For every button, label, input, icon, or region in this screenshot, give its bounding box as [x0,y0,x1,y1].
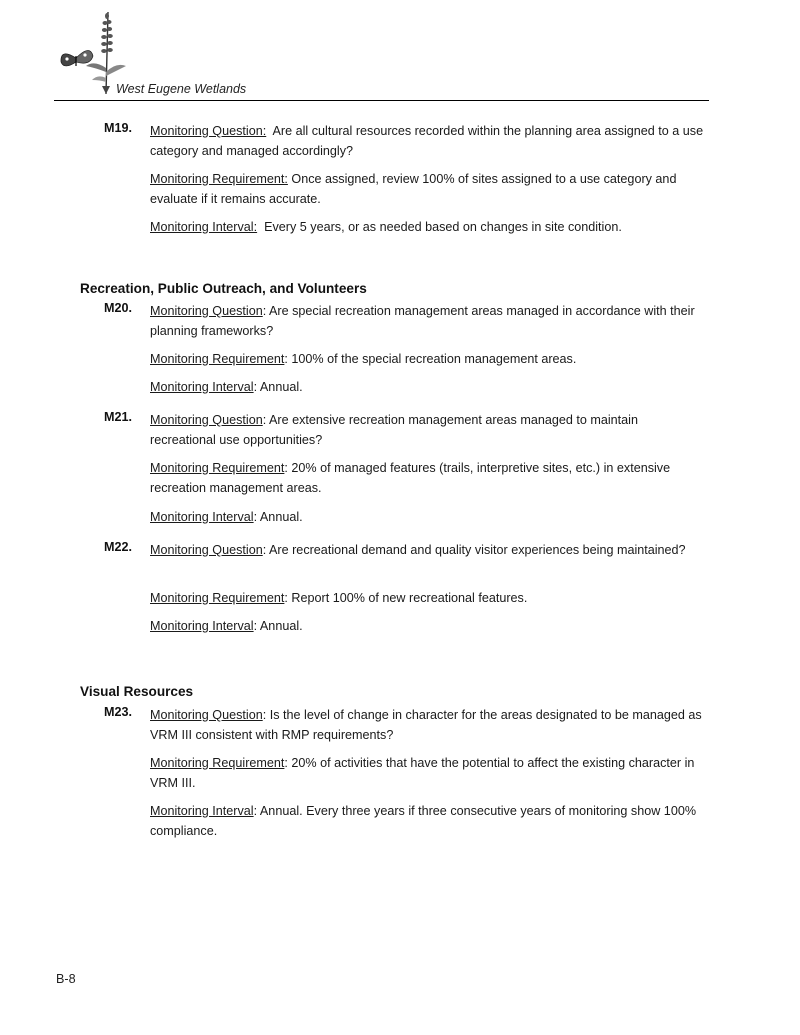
monitoring-question [150,705,705,745]
monitoring-interval [150,616,705,636]
requirement-text: : 20% of activities that have the potential to affect the existing character in VRM III. [150,756,695,790]
requirement-text: : 20% of managed features (trails, interpretive sites, etc.) in extensive recreation management areas. [150,461,671,495]
monitoring-interval [150,507,705,527]
interval-text: : Annual. Every three years if three consecutive years of monitoring show 100% compliance. [150,804,697,838]
monitoring-requirement [150,753,705,793]
question-text: : Are extensive recreation management areas managed to maintain recreational use opportunities? [150,413,638,447]
interval-label: Monitoring Interval: [150,220,258,234]
monitoring-requirement [150,169,705,209]
item-id: M21. [104,410,132,424]
interval-label: Monitoring Interval [150,380,254,394]
monitoring-question [150,121,705,161]
interval-text: : Annual. [253,510,303,524]
question-label: Monitoring Question: [150,124,267,138]
interval-label: Monitoring Interval [150,619,254,633]
monitoring-requirement [150,349,705,369]
question-text: : Are recreational demand and quality visitor experiences being maintained? [262,543,686,557]
interval-label: Monitoring Interval [150,804,254,818]
interval-text: Every 5 years, or as needed based on changes in site condition. [264,220,622,234]
monitoring-interval [150,801,705,841]
question-label: Monitoring Question [150,708,263,722]
header-title: West Eugene Wetlands [116,82,247,96]
item-id: M22. [104,540,132,554]
requirement-label: Monitoring Requirement [150,591,285,605]
question-text: : Are special recreation management areas managed in accordance with their planning frameworks? [150,304,695,338]
interval-text: : Annual. [253,380,303,394]
question-text: : Is the level of change in character for the areas designated to be managed as VRM III consistent with RMP requirements? [150,708,702,742]
requirement-label: Monitoring Requirement [150,352,285,366]
question-label: Monitoring Question [150,413,263,427]
requirement-text: : Report 100% of new recreational features. [284,591,528,605]
monitoring-requirement [150,588,705,608]
monitoring-question [150,301,705,341]
interval-label: Monitoring Interval [150,510,254,524]
item-id: M20. [104,301,132,315]
monitoring-interval [150,377,705,397]
interval-text: : Annual. [253,619,303,633]
monitoring-requirement [150,458,705,498]
requirement-label: Monitoring Requirement: [150,172,288,186]
monitoring-question [150,410,705,450]
section-title-recreation: Recreation, Public Outreach, and Volunteers [80,281,367,296]
header-rule [54,100,709,101]
monitoring-question [150,540,705,560]
question-label: Monitoring Question [150,304,263,318]
requirement-label: Monitoring Requirement [150,461,285,475]
page-header [54,8,709,102]
section-title-visual: Visual Resources [80,684,194,699]
question-text: Are all cultural resources recorded within the planning area assigned to a use category and managed accordingly? [150,124,704,158]
item-id: M23. [104,705,132,719]
requirement-text: : 100% of the special recreation management areas. [284,352,577,366]
requirement-text: Once assigned, review 100% of sites assigned to a use category and evaluate if it remains accurate. [150,172,677,206]
monitoring-interval [150,217,705,237]
item-id: M19. [104,121,132,135]
question-label: Monitoring Question [150,543,263,557]
page-number: B-8 [56,972,76,986]
requirement-label: Monitoring Requirement [150,756,285,770]
